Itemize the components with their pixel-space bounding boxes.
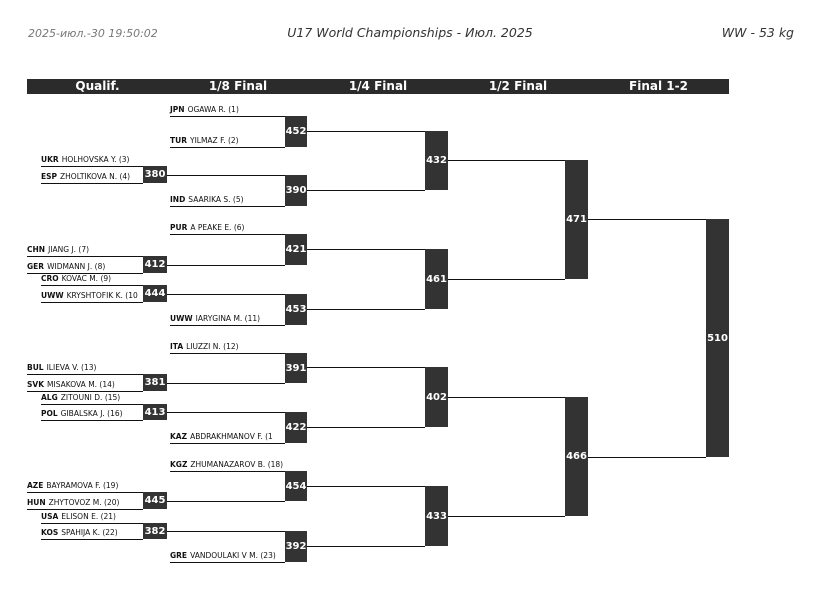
athlete-entry: [170, 431, 273, 443]
match-number: 390: [285, 175, 307, 206]
country-code: KOS: [41, 528, 59, 537]
country-code: UKR: [41, 155, 59, 164]
athlete-name: JIANG J. (7): [48, 245, 90, 254]
country-code: IND: [170, 195, 186, 204]
athlete-entry: [27, 379, 115, 391]
athlete-name: WIDMANN J. (8): [47, 262, 106, 271]
round-final: Final 1-2: [629, 79, 688, 93]
bracket-line: [41, 183, 143, 184]
print-timestamp: 2025-июл.-30 19:50:02: [28, 27, 158, 40]
match-number: 433: [425, 486, 448, 546]
athlete-entry: [41, 392, 120, 404]
athlete-name: ZHOLTIKOVA N. (4): [60, 172, 131, 181]
match-number: 421: [285, 234, 307, 265]
match-number: 391: [285, 353, 307, 383]
round-quarter-final: 1/4 Final: [348, 79, 408, 93]
country-code: BUL: [27, 363, 44, 372]
athlete-entry: [170, 222, 244, 234]
bracket-line: [27, 374, 143, 375]
athlete-name: MISAKOVA M. (14): [47, 380, 115, 389]
athlete-name: HOLHOVSKA Y. (3): [61, 155, 130, 164]
athlete-name: SAARIKA S. (5): [188, 195, 244, 204]
bracket-line: [41, 404, 143, 405]
round-semi-final: 1/2 Final: [488, 79, 548, 93]
athlete-name: ZHYTOVOZ M. (20): [48, 498, 120, 507]
athlete-name: GIBALSKA J. (16): [60, 409, 123, 418]
page-title: U17 World Championships - Июл. 2025: [287, 25, 533, 40]
athlete-name: VANDOULAKI V M. (23): [190, 551, 276, 560]
country-code: PUR: [170, 223, 188, 232]
athlete-entry: [170, 194, 244, 206]
match-number: 392: [285, 531, 307, 562]
round-header-bar: [27, 79, 729, 94]
country-code: ESP: [41, 172, 58, 181]
bracket-line: [167, 383, 285, 384]
athlete-entry: [41, 527, 118, 539]
country-code: JPN: [170, 105, 185, 114]
country-code: POL: [41, 409, 58, 418]
country-code: UWW: [170, 314, 193, 323]
country-code: TUR: [170, 136, 187, 145]
bracket-line: [41, 539, 143, 540]
bracket-line: [41, 523, 143, 524]
athlete-entry: [41, 273, 111, 285]
match-number: 413: [143, 404, 167, 420]
athlete-entry: [170, 550, 276, 562]
athlete-entry: [170, 313, 260, 325]
bracket-line: [588, 457, 706, 458]
athlete-name: KOVAC M. (9): [61, 274, 112, 283]
match-number: 382: [143, 523, 167, 539]
match-number: 453: [285, 294, 307, 325]
country-code: SVK: [27, 380, 45, 389]
country-code: ITA: [170, 342, 184, 351]
match-number: 402: [425, 367, 448, 427]
bracket-line: [27, 256, 143, 257]
athlete-name: KRYSHTOFIK K. (10: [66, 291, 138, 300]
athlete-name: ZHUMANAZAROV B. (18): [190, 460, 284, 469]
athlete-entry: [170, 341, 239, 353]
bracket-line: [170, 562, 285, 563]
country-code: CRO: [41, 274, 59, 283]
match-number: 380: [143, 166, 167, 183]
athlete-name: BAYRAMOVA F. (19): [46, 481, 119, 490]
athlete-entry: [170, 104, 239, 116]
bracket-line: [307, 367, 425, 368]
athlete-name: ZITOUNI D. (15): [60, 393, 121, 402]
bracket-line: [167, 175, 285, 176]
bracket-line: [307, 131, 425, 132]
country-code: GER: [27, 262, 45, 271]
country-code: KGZ: [170, 460, 188, 469]
match-number: 466: [565, 397, 588, 516]
match-number: 510: [706, 219, 729, 457]
bracket-line: [27, 509, 143, 510]
athlete-name: SPAHIJA K. (22): [61, 528, 118, 537]
athlete-name: LIUZZI N. (12): [186, 342, 239, 351]
bracket-line: [41, 285, 143, 286]
athlete-entry: [27, 261, 105, 273]
country-code: GRE: [170, 551, 188, 560]
bracket-line: [307, 427, 425, 428]
country-code: CHN: [27, 245, 46, 254]
bracket-line: [307, 486, 425, 487]
country-code: ALG: [41, 393, 58, 402]
match-number: 445: [143, 492, 167, 509]
bracket-line: [167, 265, 285, 266]
athlete-name: ABDRAKHMANOV F. (1: [190, 432, 273, 441]
athlete-entry: [41, 511, 116, 523]
bracket-line: [588, 219, 706, 220]
country-code: KAZ: [170, 432, 188, 441]
athlete-entry: [41, 154, 129, 166]
bracket-line: [41, 420, 143, 421]
athlete-entry: [41, 408, 123, 420]
match-number: 412: [143, 256, 167, 273]
country-code: AZE: [27, 481, 44, 490]
bracket-line: [448, 397, 565, 398]
bracket-line: [170, 471, 285, 472]
bracket-line: [448, 160, 565, 161]
athlete-name: A PEAKE E. (6): [190, 223, 245, 232]
bracket-line: [170, 443, 285, 444]
bracket-line: [170, 206, 285, 207]
match-number: 452: [285, 116, 307, 147]
bracket-line: [41, 166, 143, 167]
weight-category: WW - 53 kg: [721, 25, 794, 40]
athlete-entry: [27, 480, 118, 492]
bracket-line: [307, 309, 425, 310]
round-qualif: Qualif.: [75, 79, 120, 93]
bracket-line: [167, 531, 285, 532]
country-code: UWW: [41, 291, 64, 300]
country-code: HUN: [27, 498, 46, 507]
athlete-entry: [170, 459, 283, 471]
athlete-name: ELISON E. (21): [61, 512, 116, 521]
bracket-line: [448, 516, 565, 517]
match-number: 454: [285, 471, 307, 501]
bracket-line: [41, 302, 143, 303]
bracket-line: [170, 234, 285, 235]
bracket-line: [170, 325, 285, 326]
athlete-name: YILMAZ F. (2): [189, 136, 239, 145]
bracket-line: [307, 190, 425, 191]
athlete-entry: [41, 171, 130, 183]
bracket-line: [167, 501, 285, 502]
bracket-line: [307, 249, 425, 250]
bracket-line: [167, 412, 285, 413]
bracket-line: [170, 147, 285, 148]
match-number: 381: [143, 374, 167, 391]
bracket-line: [170, 353, 285, 354]
athlete-name: IARYGINA M. (11): [195, 314, 261, 323]
athlete-name: ILIEVA V. (13): [46, 363, 97, 372]
athlete-entry: [27, 362, 96, 374]
bracket-line: [170, 116, 285, 117]
match-number: 432: [425, 131, 448, 190]
match-number: 444: [143, 285, 167, 302]
match-number: 471: [565, 160, 588, 279]
athlete-entry: [27, 497, 119, 509]
bracket-line: [167, 294, 285, 295]
match-number: 422: [285, 412, 307, 443]
bracket-line: [307, 546, 425, 547]
athlete-entry: [41, 290, 138, 302]
bracket-line: [27, 492, 143, 493]
bracket-line: [448, 279, 565, 280]
match-number: 461: [425, 249, 448, 309]
athlete-entry: [170, 135, 239, 147]
athlete-name: OGAWA R. (1): [187, 105, 239, 114]
country-code: USA: [41, 512, 59, 521]
athlete-entry: [27, 244, 89, 256]
round-eighth-final: 1/8 Final: [208, 79, 268, 93]
